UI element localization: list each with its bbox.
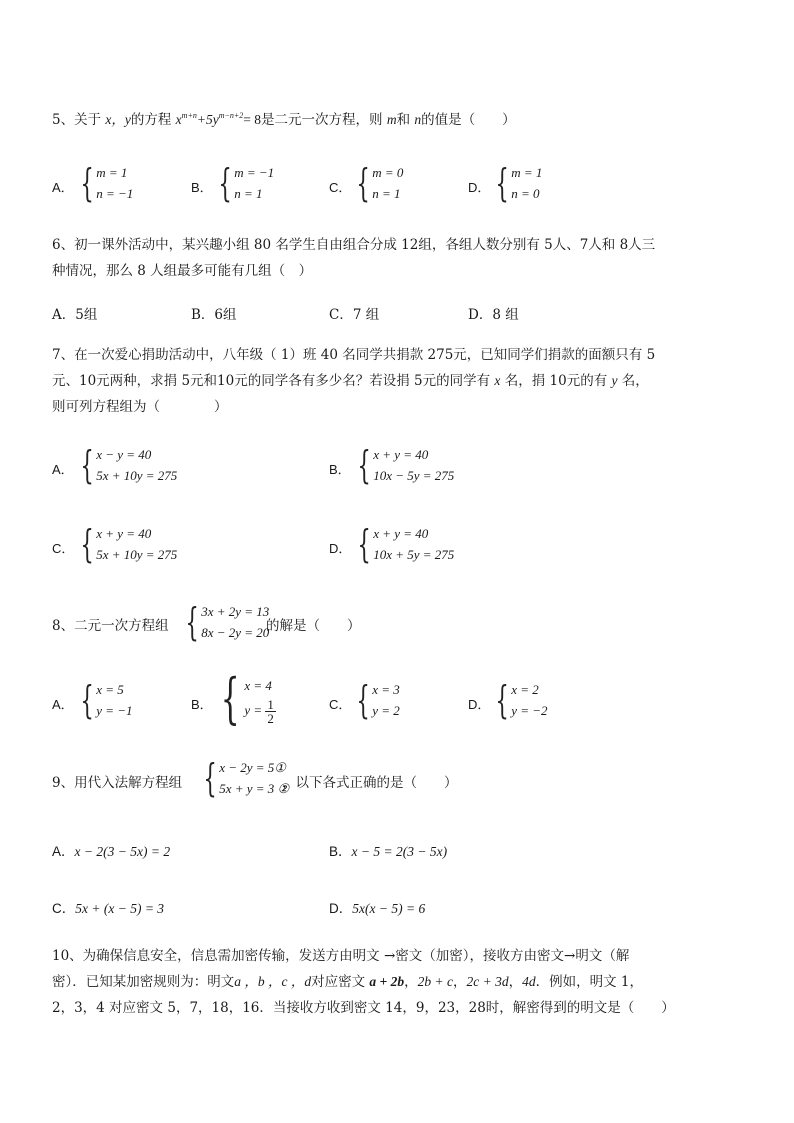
q9-option-a: A．x − 2(3 − 5x) = 2 <box>52 844 171 859</box>
q10-line-1: 10、为确保信息安全，信息需加密传输，发送方由明文 →密文（加密），接收方由密文→明文（解 <box>52 948 630 964</box>
q9-b-expr: x − 5 = 2(3 − 5x) <box>351 844 448 859</box>
brace-icon: { <box>356 161 370 205</box>
q7-a-eq2: 5x + 10y = 275 <box>96 468 178 483</box>
q5-option-d <box>490 162 542 204</box>
q5-option-b-letter: B． <box>191 180 213 195</box>
q9-system <box>198 757 289 799</box>
q5-option-a <box>75 162 133 204</box>
q5-mid: 的方程 <box>130 112 172 128</box>
q9-option-b: B．x − 5 = 2(3 − 5x) <box>329 844 448 859</box>
q8-c-eq1: x = 3 <box>372 682 400 697</box>
brace-icon: { <box>357 522 371 566</box>
q5-c-eq1: m = 0 <box>372 165 404 180</box>
q9-prefix: 9、用代入法解方程组 <box>52 775 183 791</box>
q5-a-eq2: n = −1 <box>96 186 134 201</box>
q8-suffix: 的解是（ ） <box>266 618 361 634</box>
brace-icon: { <box>80 161 94 205</box>
brace-icon: { <box>218 161 232 205</box>
q5-option-c <box>351 162 403 204</box>
q8-b-denominator: 2 <box>267 710 274 726</box>
q5-a-eq1: m = 1 <box>96 165 128 180</box>
q9-suffix: ，以下各式正确的是（ ） <box>282 775 458 791</box>
q10-cipher-4: 4d <box>522 974 536 989</box>
q5-option-a-letter: A． <box>52 180 74 195</box>
q8-eq1: 3x + 2y = 13 <box>201 604 270 619</box>
q8-b-numerator: 1 <box>267 696 274 712</box>
q6-line-1: 6、初一课外活动中，某兴趣小组 80 名学生自由组合分成 12组，各组人数分别有 5人、7人和 8人三 <box>52 237 656 253</box>
q8-option-d <box>490 679 548 721</box>
q7-b-eq1: x + y = 40 <box>373 447 429 462</box>
q8-option-a-letter: A． <box>52 697 74 712</box>
q8-d-eq2: y = −2 <box>511 703 548 718</box>
q9-d-expr: 5x(x − 5) = 6 <box>352 901 426 916</box>
q8-a-eq1: x = 5 <box>96 682 124 697</box>
q9-a-expr: x − 2(3 − 5x) = 2 <box>74 844 171 859</box>
q7-c-eq2: 5x + 10y = 275 <box>96 547 178 562</box>
q5-option-c-letter: C． <box>329 180 352 195</box>
brace-icon: { <box>356 678 370 722</box>
q5-xy: x，y <box>105 112 131 127</box>
q9-option-c: C．5x + (x − 5) = 3 <box>52 901 165 916</box>
q10-cipher-1: a + 2b <box>369 974 405 989</box>
q7-option-d-letter: D． <box>329 541 352 556</box>
q7-x: x <box>494 373 501 388</box>
brace-icon: { <box>203 756 217 800</box>
q7-option-d <box>352 523 454 565</box>
q5-term3: = 8 <box>243 112 262 127</box>
q5-d-eq1: m = 1 <box>511 165 543 180</box>
q7-d-eq2: 10x + 5y = 275 <box>373 547 455 562</box>
q5-term2: $+5y^{m-n+2}$ <box>196 111 244 127</box>
q9-option-d: D．5x(x − 5) = 6 <box>329 901 426 916</box>
q7-option-a <box>75 444 177 486</box>
q10-line-2: 密）．已知某加密规则为：明文a ，b ，c ，d对应密文 a + 2b，2b + c，2c + 3d，4d．例如，明文 1， <box>52 974 643 990</box>
q7-option-b-letter: B． <box>329 462 351 477</box>
q5-c-eq2: n = 1 <box>372 186 401 201</box>
brace-icon: { <box>185 600 199 644</box>
brace-icon: { <box>495 678 509 722</box>
q7-line-2: 元、10元两种，求捐 5元和10元的同学各有多少名？若设捐 5元的同学有 x 名，捐 10元的有 y 名， <box>52 373 649 389</box>
q7-a-eq1: x − y = 40 <box>96 447 152 462</box>
q9-c-expr: 5x + (x − 5) = 3 <box>75 901 165 916</box>
q7-option-b <box>352 444 454 486</box>
q10-vars: a ，b ，c ，d <box>234 974 312 989</box>
q6-option-d: D．8 组 <box>468 307 519 323</box>
q5-m: m <box>386 112 397 127</box>
q5-option-b <box>213 162 274 204</box>
q8-c-eq2: y = 2 <box>372 703 400 718</box>
q5-end: 的值是（ ） <box>421 112 516 128</box>
q8-option-b <box>213 667 276 730</box>
q8-b-eq2: y = $\frac{1}{2}$ <box>244 696 274 726</box>
brace-icon: { <box>80 522 94 566</box>
q5-d-eq2: n = 0 <box>511 186 540 201</box>
q5-term1: $x^{m+n}$ <box>175 111 197 127</box>
q6-line-2: 种情况，那么 8 人组最多可能有几组（ ） <box>52 263 313 279</box>
q7-option-c-letter: C． <box>52 541 75 556</box>
brace-icon: { <box>495 161 509 205</box>
q5-n: n <box>414 112 422 127</box>
q8-b-eq1: x = 4 <box>244 677 272 693</box>
q6-option-c: C．7 组 <box>329 307 380 323</box>
brace-icon: { <box>357 443 371 487</box>
q7-option-a-letter: A． <box>52 462 74 477</box>
q5-prefix: 5、关于 <box>52 112 102 128</box>
q10-cipher-3: 2c + 3d <box>466 974 509 989</box>
q10-line-3: 2，3，4 对应密文 5，7，18，16．当接收方收到密文 14，9，23，28时，解密得到的明文是（ ） <box>52 1000 675 1016</box>
q6-option-b: B．6组 <box>191 307 237 323</box>
brace-icon: { <box>80 678 94 722</box>
q8-prefix: 8、二元一次方程组 <box>52 618 169 634</box>
q8-system <box>180 601 269 643</box>
q8-option-d-letter: D． <box>468 697 491 712</box>
q5-after: 是二元一次方程，则 <box>261 112 383 128</box>
q7-b-eq2: 10x − 5y = 275 <box>373 468 455 483</box>
q7-c-eq1: x + y = 40 <box>96 526 152 541</box>
q7-line-1: 7、在一次爱心捐助活动中，八年级（ 1）班 40 名同学共捐款 275元，已知同学们捐款的面额只有 5 <box>52 347 656 363</box>
q9-eq1: x − 2y = 5① <box>219 760 286 775</box>
q8-option-c <box>351 679 400 721</box>
q5-b-eq2: n = 1 <box>234 186 263 201</box>
q8-d-eq1: x = 2 <box>511 682 539 697</box>
q5-and: 和 <box>396 112 411 128</box>
brace-icon: { <box>80 443 94 487</box>
brace-icon: { <box>220 667 240 730</box>
q10-cipher-2: 2b + c <box>417 974 453 989</box>
q8-a-eq2: y = −1 <box>96 703 133 718</box>
q7-d-eq1: x + y = 40 <box>373 526 429 541</box>
q9-eq2: 5x + y = 3 ② <box>219 781 290 796</box>
q8-option-c-letter: C． <box>329 697 352 712</box>
q8-option-b-letter: B． <box>191 697 213 712</box>
q5-option-d-letter: D． <box>468 180 491 195</box>
q8-eq2: 8x − 2y = 20 <box>201 625 270 640</box>
q7-line-3: 则可列方程组为（ ） <box>52 399 228 415</box>
q7-y: y <box>611 373 618 388</box>
q8-option-a <box>75 679 133 721</box>
q6-option-a: A．5组 <box>52 307 98 323</box>
q7-option-c <box>75 523 177 565</box>
q5-b-eq1: m = −1 <box>234 165 275 180</box>
question-5-stem <box>52 106 516 130</box>
